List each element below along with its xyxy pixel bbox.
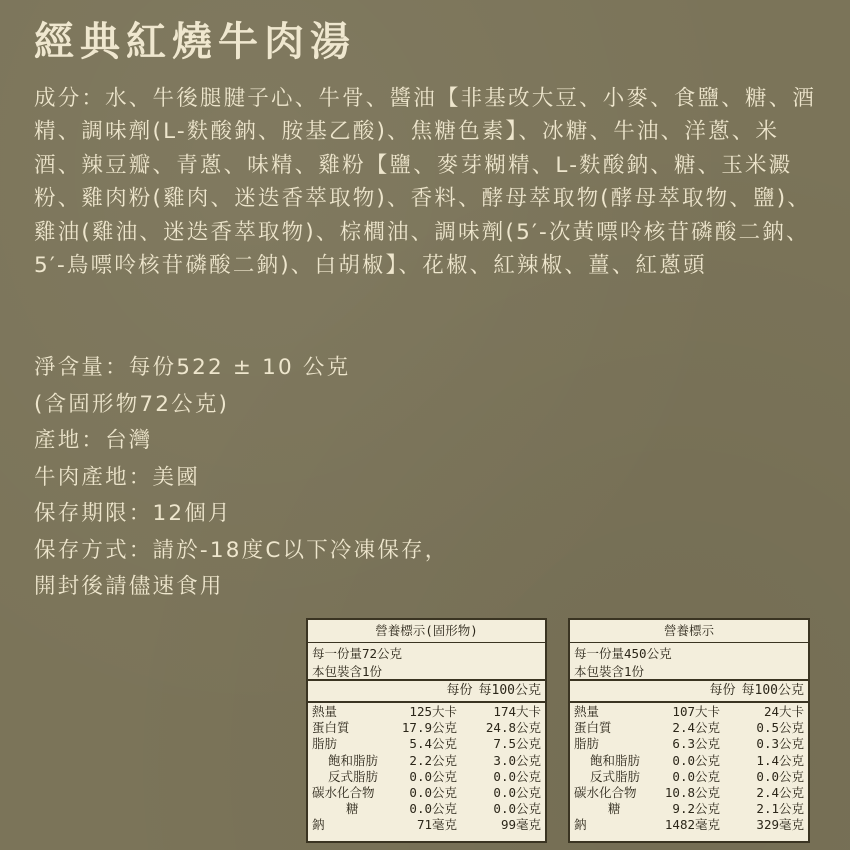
per-serving-value: 71毫克: [416, 817, 457, 833]
per-100g-value: 0.0公克: [756, 768, 804, 784]
per-serving-value: 107大卡: [672, 704, 720, 719]
nutrition-row: [308, 769, 545, 785]
nutrient-label: 糖: [608, 801, 621, 817]
nutrition-row: [308, 736, 545, 752]
shelf-life: 保存期限：12個月: [34, 501, 232, 526]
per-serving-value: 0.0公克: [409, 801, 457, 817]
nutrient-label: 碳水化合物: [574, 784, 637, 800]
net-weight: 淨含量：每份522 ± 10 公克: [34, 355, 351, 380]
per-serving-value: 125大卡: [409, 704, 457, 719]
per-serving-value: 0.0公克: [409, 768, 457, 784]
nutrient-label: 糖: [346, 801, 359, 817]
storage-method: 保存方式：請於-18度C以下冷凍保存，: [34, 537, 449, 563]
per-100g-value: 24.8公克: [485, 720, 541, 736]
nutrition-row: [570, 769, 808, 785]
per-serving-value: 5.4公克: [409, 736, 457, 752]
servings-per-package: 本包裝含1份: [312, 664, 383, 679]
nutrient-label: 鈉: [574, 817, 587, 833]
nutrition-table-title: 營養標示(固形物): [308, 620, 545, 643]
nutrient-label: 鈉: [312, 817, 325, 833]
per-100g-value: 0.0公克: [493, 801, 541, 817]
serving-size: 每一份量72公克: [312, 646, 403, 661]
nutrient-label: 飽和脂肪: [590, 752, 641, 768]
nutrient-label: 反式脂肪: [328, 768, 379, 784]
product-info-list: [34, 350, 818, 606]
per-serving-value: 0.0公克: [672, 768, 720, 784]
solid-content: (含固形物72公克): [34, 391, 230, 417]
nutrient-label: 飽和脂肪: [328, 752, 379, 768]
per-100g-value: 174大卡: [493, 704, 541, 719]
per-serving-header: 每份: [709, 683, 736, 698]
per-serving-value: 6.3公克: [672, 736, 720, 752]
nutrition-column-headers: [308, 681, 545, 703]
product-title: 經典紅燒牛肉湯: [34, 19, 356, 65]
nutrition-row: [570, 704, 808, 720]
nutrient-label: 熱量: [312, 704, 338, 719]
nutrition-row: [308, 785, 545, 801]
servings-per-package: 本包裝含1份: [574, 664, 645, 679]
per-100g-value: 3.0公克: [493, 752, 541, 768]
nutrition-rows: [570, 703, 808, 834]
nutrition-row: [570, 785, 808, 801]
nutrition-row: [308, 753, 545, 769]
nutrition-row: [570, 817, 808, 833]
nutrient-label: 碳水化合物: [312, 784, 375, 800]
per-100g-value: 7.5公克: [493, 736, 541, 752]
nutrition-row: [308, 720, 545, 736]
nutrient-label: 反式脂肪: [590, 768, 641, 784]
nutrient-label: 蛋白質: [312, 720, 350, 736]
nutrition-row: [570, 753, 808, 769]
per-100g-value: 2.4公克: [756, 784, 804, 800]
beef-origin: 牛肉產地：美國: [34, 464, 200, 490]
nutrition-row: [570, 801, 808, 817]
per-serving-value: 0.0公克: [672, 752, 720, 768]
nutrition-rows: [308, 703, 545, 834]
per-100g-value: 24大卡: [763, 704, 804, 719]
nutrition-table-total: [568, 618, 810, 843]
per-serving-value: 1482毫克: [664, 817, 720, 833]
nutrition-row: [308, 801, 545, 817]
nutrient-label: 脂肪: [312, 736, 338, 752]
nutrition-row: [570, 720, 808, 736]
per-100g-value: 0.3公克: [756, 736, 804, 752]
nutrient-label: 熱量: [574, 704, 600, 719]
per-100g-value: 2.1公克: [756, 801, 804, 817]
nutrition-table-solids: [306, 618, 547, 843]
per-100g-header: 每100公克: [478, 683, 541, 698]
ingredients-text: 成分：水、牛後腿腱子心、牛骨、醬油【非基改大豆、小麥、食鹽、糖、酒精、調味劑(L-麩酸鈉、胺基乙酸)、焦糖色素】、冰糖、牛油、洋蔥、米酒、辣豆瓣、青蔥、味精、雞粉【鹽、麥芽糊精、L-麩酸鈉、糖、玉米澱粉、雞肉粉(雞肉、迷迭香萃取物)、香料、酵母萃取物(酵母萃取物、鹽)、雞油(雞油、迷迭香萃取物)、棕櫚油、調味劑(5′-次黃嘌呤核苷磷酸二鈉、5′-鳥嘌呤核苷磷酸二鈉)、白胡椒】、花椒、紅辣椒、薑、紅蔥頭: [34, 86, 817, 279]
per-serving-value: 10.8公克: [664, 784, 720, 800]
per-100g-value: 329毫克: [756, 817, 804, 833]
per-serving-value: 17.9公克: [401, 720, 457, 736]
nutrition-table-title: 營養標示: [570, 620, 808, 643]
per-serving-value: 2.4公克: [672, 720, 720, 736]
place-of-origin: 產地：台灣: [34, 428, 153, 453]
per-serving-value: 0.0公克: [409, 784, 457, 800]
per-serving-value: 9.2公克: [672, 801, 720, 817]
per-serving-header: 每份: [446, 683, 473, 698]
per-serving-value: 2.2公克: [409, 752, 457, 768]
nutrition-serving-info: [570, 643, 808, 681]
nutrition-row: [308, 817, 545, 833]
per-100g-value: 99毫克: [500, 817, 541, 833]
per-100g-header: 每100公克: [741, 683, 804, 698]
per-100g-value: 0.0公克: [493, 768, 541, 784]
serving-size: 每一份量450公克: [574, 646, 672, 661]
nutrition-row: [308, 704, 545, 720]
per-100g-value: 0.5公克: [756, 720, 804, 736]
nutrient-label: 脂肪: [574, 736, 600, 752]
nutrient-label: 蛋白質: [574, 720, 612, 736]
after-opening-note: 開封後請儘速食用: [34, 574, 224, 599]
nutrition-column-headers: [570, 681, 808, 703]
per-100g-value: 1.4公克: [756, 752, 804, 768]
per-100g-value: 0.0公克: [493, 784, 541, 800]
nutrition-serving-info: [308, 643, 545, 681]
nutrition-row: [570, 736, 808, 752]
